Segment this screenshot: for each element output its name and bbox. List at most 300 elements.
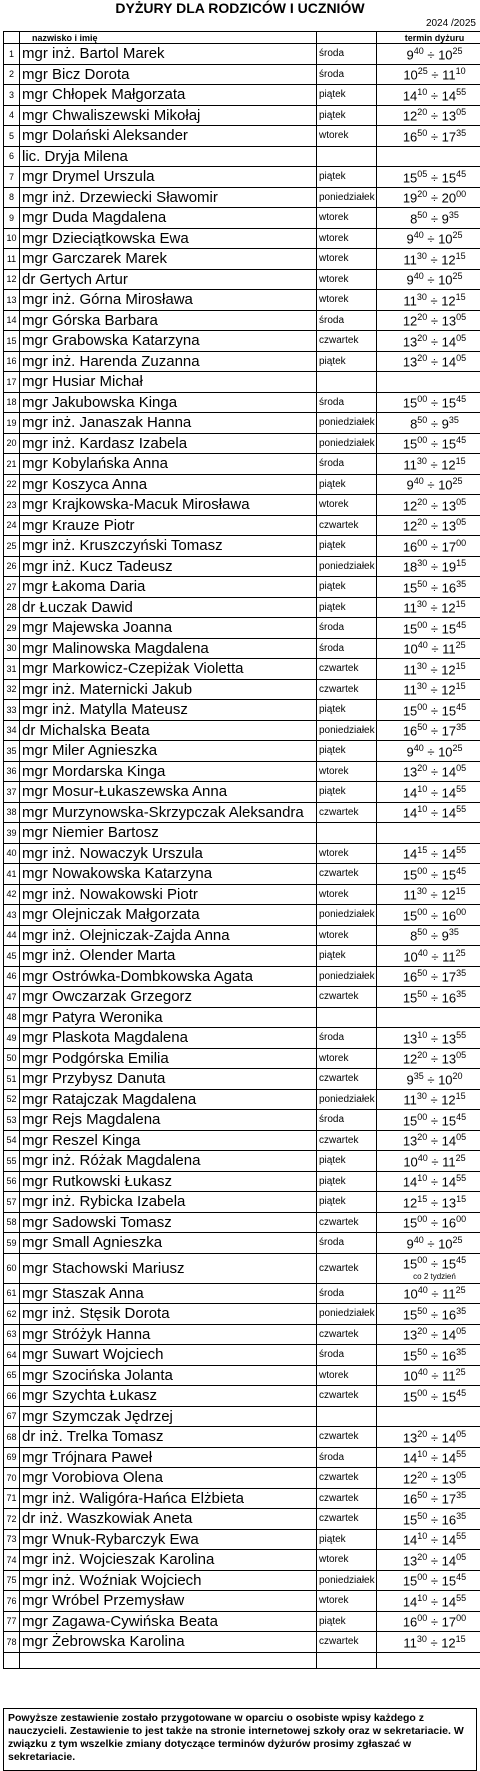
duty-day: czwartek [317,331,377,352]
row-number: 34 [4,720,20,741]
teacher-name: mgr Wróbel Przemysław [20,1591,317,1612]
teacher-name: mgr Miler Agnieszka [20,741,317,762]
row-number: 42 [4,884,20,905]
duty-time [377,823,480,844]
table-row [4,44,480,65]
table-row [4,1151,480,1172]
table-row [4,679,480,700]
teacher-name: mgr Murzynowska-Skrzypczak Aleksandra [20,802,317,823]
duty-time: $13^{20} \div 14^{05}$ [377,351,480,372]
row-number: 77 [4,1611,20,1632]
duty-time: $10^{40} \div 11^{25}$ [377,638,480,659]
duty-day: poniedziałek [317,413,377,434]
duty-day: poniedziałek [317,1570,377,1591]
teacher-name: mgr Rutkowski Łukasz [20,1171,317,1192]
row-number: 51 [4,1069,20,1090]
teacher-name: mgr inż. Olender Marta [20,946,317,967]
teacher-name: mgr inż. Wojcieszak Karolina [20,1550,317,1571]
duty-time: $11^{30} \div 12^{15}$ [377,659,480,680]
table-row [4,1488,480,1509]
duty-day: piątek [317,351,377,372]
row-number: 60 [4,1253,20,1283]
row-number: 62 [4,1304,20,1325]
row-number: 50 [4,1048,20,1069]
row-number: 32 [4,679,20,700]
teacher-name: mgr Łakoma Daria [20,577,317,598]
duty-time: $11^{30} \div 12^{15}$ [377,597,480,618]
duty-note: co 2 tydzień [377,1272,480,1281]
table-row [4,187,480,208]
teacher-name: mgr inż. Harenda Zuzanna [20,351,317,372]
duty-day: czwartek [317,864,377,885]
row-number: 57 [4,1192,20,1213]
duty-day: poniedziałek [317,720,377,741]
row-number: 4 [4,105,20,126]
table-row [4,1069,480,1090]
row-number: 66 [4,1386,20,1407]
empty-cell [317,1652,377,1668]
row-number: 23 [4,495,20,516]
duty-time [377,372,480,393]
duty-time [377,1007,480,1028]
duty-time: $8^{50} \div 9^{35}$ [377,925,480,946]
row-number: 43 [4,905,20,926]
duty-time: $15^{00} \div 15^{45}$ [377,618,480,639]
table-row [4,802,480,823]
duty-day: poniedziałek [317,187,377,208]
teacher-name: mgr Krauze Piotr [20,515,317,536]
table-row [4,1365,480,1386]
duty-day: czwartek [317,679,377,700]
teacher-name: mgr Drymel Urszula [20,167,317,188]
duty-day [317,146,377,167]
duty-time: $13^{10} \div 13^{55}$ [377,1028,480,1049]
duty-time: $9^{35} \div 10^{20}$ [377,1069,480,1090]
teacher-name: dr inż. Trelka Tomasz [20,1427,317,1448]
teacher-name: mgr Jakubowska Kinga [20,392,317,413]
duty-day: piątek [317,1171,377,1192]
teacher-name: mgr Suwart Wojciech [20,1345,317,1366]
table-row [4,925,480,946]
duty-time: $11^{30} \div 12^{15}$ [377,884,480,905]
teacher-name: mgr inż. Górna Mirosława [20,290,317,311]
row-number: 26 [4,556,20,577]
table-row [4,1324,480,1345]
duty-day: środa [317,638,377,659]
row-number: 35 [4,741,20,762]
table-row [4,864,480,885]
teacher-name: mgr inż. Olejniczak-Zajda Anna [20,925,317,946]
duty-time: $14^{10} \div 14^{55}$ [377,1171,480,1192]
duty-time: $15^{00} \div 15^{45}$ [377,392,480,413]
duty-time: $10^{25} \div 11^{10}$ [377,64,480,85]
duty-day: poniedziałek [317,1304,377,1325]
teacher-name: mgr inż. Maternicki Jakub [20,679,317,700]
duty-day: środa [317,310,377,331]
row-number: 22 [4,474,20,495]
row-number: 52 [4,1089,20,1110]
row-number: 29 [4,618,20,639]
teacher-name: mgr Small Agnieszka [20,1233,317,1254]
teacher-name: mgr Podgórska Emilia [20,1048,317,1069]
table-row [4,1007,480,1028]
duty-day: środa [317,618,377,639]
table-row [4,310,480,331]
teacher-name: mgr Żebrowska Karolina [20,1632,317,1653]
table-row [4,1212,480,1233]
teacher-name: mgr Ostrówka-Dombkowska Agata [20,966,317,987]
table-row [4,1386,480,1407]
table-row [4,618,480,639]
row-number: 11 [4,249,20,270]
teacher-name: mgr Kobylańska Anna [20,454,317,475]
teacher-name: dr Michalska Beata [20,720,317,741]
duty-day: piątek [317,85,377,106]
duty-time: $14^{10} \div 14^{55}$ [377,85,480,106]
duty-day: piątek [317,700,377,721]
row-number: 15 [4,331,20,352]
duty-day: czwartek [317,1427,377,1448]
duty-table [3,31,480,1669]
duty-time: $15^{50} \div 16^{35}$ [377,577,480,598]
table-row [4,1130,480,1151]
teacher-name: dr inż. Waszkowiak Aneta [20,1509,317,1530]
row-number: 68 [4,1427,20,1448]
table-row [4,1233,480,1254]
duty-time: $9^{40} \div 10^{25}$ [377,741,480,762]
row-number: 65 [4,1365,20,1386]
table-row [4,413,480,434]
table-row [4,720,480,741]
duty-time: $10^{40} \div 11^{25}$ [377,1365,480,1386]
duty-time: $9^{40} \div 10^{25}$ [377,228,480,249]
teacher-name: mgr inż. Janaszak Hanna [20,413,317,434]
teacher-name: mgr inż. Woźniak Wojciech [20,1570,317,1591]
duty-day: wtorek [317,126,377,147]
duty-time: $13^{20} \div 14^{05}$ [377,1324,480,1345]
duty-day: czwartek [317,1509,377,1530]
teacher-name: mgr Trójnara Paweł [20,1447,317,1468]
duty-day: środa [317,1110,377,1131]
table-row [4,1283,480,1304]
duty-time: $11^{30} \div 12^{15}$ [377,249,480,270]
header-name: nazwisko i imię [20,32,317,44]
duty-day: wtorek [317,925,377,946]
duty-time: $13^{20} \div 14^{05}$ [377,331,480,352]
table-row [4,741,480,762]
duty-day: wtorek [317,1591,377,1612]
teacher-name: mgr Ratajczak Magdalena [20,1089,317,1110]
row-number: 54 [4,1130,20,1151]
table-row [4,659,480,680]
teacher-name: mgr Chwaliszewski Mikołaj [20,105,317,126]
duty-day: piątek [317,1192,377,1213]
teacher-name: mgr Husiar Michał [20,372,317,393]
table-row [4,433,480,454]
table-row [4,1632,480,1653]
table-row [4,126,480,147]
table-row [4,556,480,577]
teacher-name: mgr Górska Barbara [20,310,317,331]
row-number: 58 [4,1212,20,1233]
duty-time: $13^{20} \div 14^{05}$ [377,1550,480,1571]
row-number: 19 [4,413,20,434]
table-row [4,536,480,557]
table-row [4,1304,480,1325]
duty-day: poniedziałek [317,905,377,926]
duty-time: $15^{50} \div 16^{35}$ [377,1509,480,1530]
table-row [4,64,480,85]
duty-day: czwartek [317,1253,377,1283]
duty-time: $18^{30} \div 19^{15}$ [377,556,480,577]
teacher-name: mgr Chłopek Małgorzata [20,85,317,106]
duty-day: wtorek [317,1550,377,1571]
duty-table-body [4,44,480,1669]
table-row [4,1345,480,1366]
duty-time: $14^{10} \div 14^{55}$ [377,1529,480,1550]
duty-time: $10^{40} \div 11^{25}$ [377,946,480,967]
duty-time: $14^{10} \div 14^{55}$ [377,1447,480,1468]
duty-time: $15^{00} \div 16^{00}$ [377,1212,480,1233]
duty-time: $11^{30} \div 12^{15}$ [377,454,480,475]
table-row [4,946,480,967]
row-number: 44 [4,925,20,946]
duty-day: piątek [317,105,377,126]
duty-time: $9^{40} \div 10^{25}$ [377,44,480,65]
teacher-name: lic. Dryja Milena [20,146,317,167]
table-row [4,1447,480,1468]
teacher-name: mgr Staszak Anna [20,1283,317,1304]
duty-time: $13^{20} \div 14^{05}$ [377,761,480,782]
teacher-name: mgr Nowakowska Katarzyna [20,864,317,885]
duty-time: $10^{40} \div 11^{25}$ [377,1283,480,1304]
table-row [4,249,480,270]
teacher-name: mgr Krajkowska-Macuk Mirosława [20,495,317,516]
duty-day: czwartek [317,1632,377,1653]
duty-time: $12^{20} \div 13^{05}$ [377,1048,480,1069]
table-row [4,1427,480,1448]
teacher-name: mgr Koszyca Anna [20,474,317,495]
row-number: 39 [4,823,20,844]
duty-time: $15^{00} \div 15^{45}$ [377,700,480,721]
teacher-name: mgr Szychta Łukasz [20,1386,317,1407]
table-row [4,228,480,249]
duty-time: $15^{00} \div 15^{45}$ [377,433,480,454]
teacher-name: mgr Przybysz Danuta [20,1069,317,1090]
row-number: 17 [4,372,20,393]
duty-day: środa [317,1345,377,1366]
row-number: 31 [4,659,20,680]
table-row [4,372,480,393]
teacher-name: mgr Olejniczak Małgorzata [20,905,317,926]
table-row [4,1253,480,1283]
duty-time: $12^{15} \div 13^{15}$ [377,1192,480,1213]
table-row [4,454,480,475]
duty-day: wtorek [317,1365,377,1386]
table-row [4,1028,480,1049]
duty-day: piątek [317,474,377,495]
duty-time: $10^{40} \div 11^{25}$ [377,1151,480,1172]
table-row [4,1591,480,1612]
row-number: 1 [4,44,20,65]
duty-day [317,372,377,393]
table-row [4,782,480,803]
duty-day: czwartek [317,1324,377,1345]
teacher-name: mgr Vorobiova Olena [20,1468,317,1489]
teacher-name: mgr inż. Waligóra-Hańca Elżbieta [20,1488,317,1509]
duty-day: wtorek [317,208,377,229]
table-row [4,1529,480,1550]
row-number: 9 [4,208,20,229]
table-row [4,1089,480,1110]
table-row [4,1570,480,1591]
teacher-name: mgr inż. Stęsik Dorota [20,1304,317,1325]
duty-day: środa [317,1233,377,1254]
row-number: 45 [4,946,20,967]
duty-time: $16^{50} \div 17^{35}$ [377,1488,480,1509]
duty-time: $11^{30} \div 12^{15}$ [377,679,480,700]
teacher-name: mgr Bicz Dorota [20,64,317,85]
duty-day: środa [317,454,377,475]
teacher-name: mgr Grabowska Katarzyna [20,331,317,352]
duty-day: piątek [317,741,377,762]
row-number: 59 [4,1233,20,1254]
row-number: 56 [4,1171,20,1192]
row-number: 72 [4,1509,20,1530]
duty-day: czwartek [317,1212,377,1233]
table-row [4,577,480,598]
duty-day: czwartek [317,659,377,680]
duty-day [317,1406,377,1427]
row-number: 24 [4,515,20,536]
row-number: 18 [4,392,20,413]
row-number: 64 [4,1345,20,1366]
duty-day: poniedziałek [317,556,377,577]
row-number: 47 [4,987,20,1008]
teacher-name: mgr Reszel Kinga [20,1130,317,1151]
duty-day: czwartek [317,1130,377,1151]
duty-day: środa [317,64,377,85]
row-number: 21 [4,454,20,475]
row-number: 40 [4,843,20,864]
teacher-name: mgr inż. Bartol Marek [20,44,317,65]
row-number: 13 [4,290,20,311]
duty-time: $16^{50} \div 17^{35}$ [377,720,480,741]
table-row [4,85,480,106]
duty-time: $11^{30} \div 12^{15}$ [377,290,480,311]
table-row [4,638,480,659]
teacher-name: mgr inż. Kardasz Izabela [20,433,317,454]
row-number: 71 [4,1488,20,1509]
duty-day [317,823,377,844]
duty-time: $19^{20} \div 20^{00}$ [377,187,480,208]
table-row [4,884,480,905]
row-number: 48 [4,1007,20,1028]
table-row [4,331,480,352]
teacher-name: dr Gertych Artur [20,269,317,290]
duty-day: wtorek [317,761,377,782]
duty-day: czwartek [317,987,377,1008]
teacher-name: mgr Stachowski Mariusz [20,1253,317,1283]
table-row [4,700,480,721]
table-row [4,290,480,311]
duty-day: czwartek [317,802,377,823]
duty-day: czwartek [317,515,377,536]
empty-cell [377,1652,480,1668]
row-number: 33 [4,700,20,721]
teacher-name: mgr inż. Nowakowski Piotr [20,884,317,905]
table-row [4,597,480,618]
table-row [4,146,480,167]
row-number: 8 [4,187,20,208]
teacher-name: mgr inż. Różak Magdalena [20,1151,317,1172]
header-num [4,32,20,44]
teacher-name: mgr Mordarska Kinga [20,761,317,782]
row-number: 55 [4,1151,20,1172]
row-number: 12 [4,269,20,290]
table-row [4,1048,480,1069]
duty-time: $15^{00} \div 15^{45}$ [377,1570,480,1591]
table-row [4,1509,480,1530]
teacher-name: mgr inż. Rybicka Izabela [20,1192,317,1213]
duty-time: $9^{40} \div 10^{25}$ [377,474,480,495]
duty-time: $15^{50} \div 16^{35}$ [377,987,480,1008]
footer-note: Powyższe zestawienie zostało przygotowane w oparciu o osobiste wpisy każdego z nauczycieli. Zestawienie to jest także na stronie internetowej szkoły oraz w sekretariacie. W związku z tym wszelkie zmiany dotyczące terminów dyżurów prosimy zgłaszać w sekretariacie. [3,1708,477,1771]
empty-cell [20,1652,317,1668]
table-row [4,1171,480,1192]
row-number: 7 [4,167,20,188]
teacher-name: mgr Duda Magdalena [20,208,317,229]
duty-day: wtorek [317,1048,377,1069]
row-number: 20 [4,433,20,454]
duty-time: $14^{10} \div 14^{55}$ [377,782,480,803]
duty-time: $14^{10} \div 14^{55}$ [377,1591,480,1612]
teacher-name: mgr Szymczak Jędrzej [20,1406,317,1427]
duty-time: $15^{05} \div 15^{45}$ [377,167,480,188]
duty-day: wtorek [317,495,377,516]
teacher-name: mgr inż. Kucz Tadeusz [20,556,317,577]
empty-cell [4,1652,20,1668]
duty-time [377,146,480,167]
teacher-name: mgr inż. Kruszczyński Tomasz [20,536,317,557]
duty-time: $12^{20} \div 13^{05}$ [377,495,480,516]
teacher-name: mgr Malinowska Magdalena [20,638,317,659]
teacher-name: mgr Sadowski Tomasz [20,1212,317,1233]
duty-day: wtorek [317,843,377,864]
row-number: 2 [4,64,20,85]
duty-time: $15^{00} \div 15^{45}$ co 2 tydzień [377,1253,480,1283]
teacher-name: mgr inż. Matylla Mateusz [20,700,317,721]
row-number: 73 [4,1529,20,1550]
duty-day: piątek [317,536,377,557]
table-row [4,1550,480,1571]
duty-day: środa [317,1028,377,1049]
table-row [4,761,480,782]
row-number: 75 [4,1570,20,1591]
duty-time: $15^{50} \div 16^{35}$ [377,1345,480,1366]
teacher-name: mgr Plaskota Magdalena [20,1028,317,1049]
duty-day: piątek [317,1611,377,1632]
table-row [4,1468,480,1489]
duty-time: $11^{30} \div 12^{15}$ [377,1632,480,1653]
duty-day: wtorek [317,249,377,270]
row-number: 36 [4,761,20,782]
duty-time: $14^{10} \div 14^{55}$ [377,802,480,823]
duty-day: czwartek [317,1468,377,1489]
teacher-name: mgr inż. Nowaczyk Urszula [20,843,317,864]
teacher-name: mgr Markowicz-Czepiżak Violetta [20,659,317,680]
duty-time: $15^{00} \div 15^{45}$ [377,1386,480,1407]
